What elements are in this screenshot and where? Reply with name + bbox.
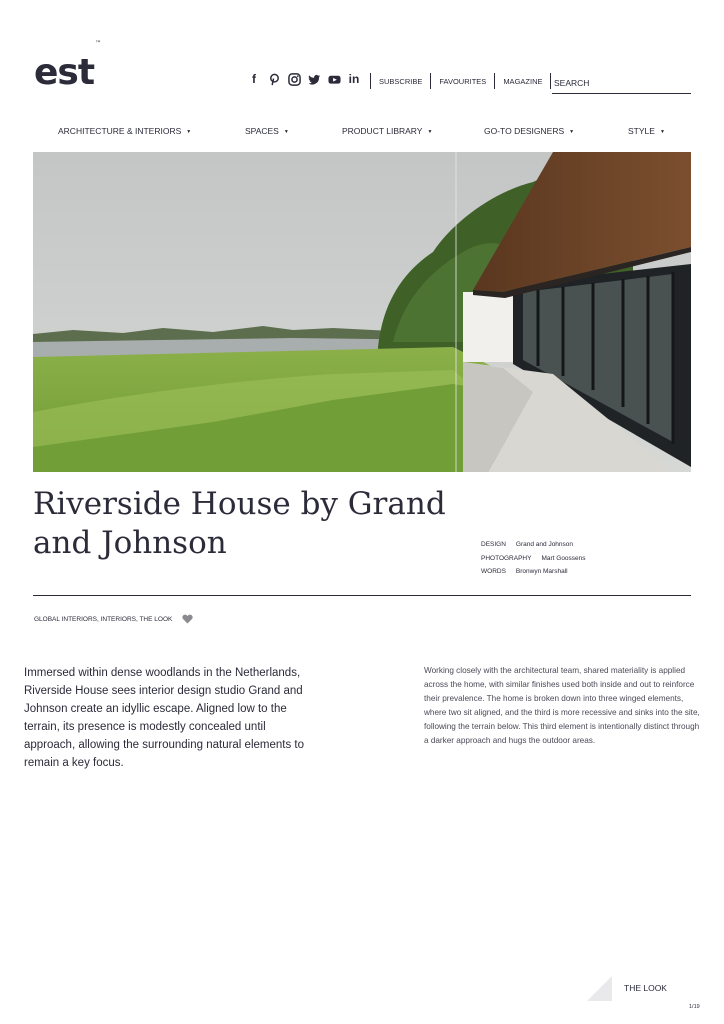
article-body: Working closely with the architectural team, shared materiality is applied across the home, with similar finishes used both inside and out to reinforce their prevalence. The home is broken down into three winged elements, where two sit aligned, and the third is more recessive and sinks into the site, following the terrain below. This third element is intentionally distinct through a darker approach and hugs the outdoor areas. bbox=[424, 666, 700, 745]
youtube-icon[interactable] bbox=[327, 72, 341, 86]
page-corner-icon bbox=[587, 976, 612, 1001]
facebook-icon[interactable]: f bbox=[252, 72, 256, 86]
hero-photo bbox=[33, 152, 691, 472]
linkedin-icon[interactable]: in bbox=[348, 72, 360, 86]
instagram-icon[interactable] bbox=[287, 72, 301, 86]
credit-words bbox=[481, 565, 586, 579]
top-links bbox=[362, 73, 559, 89]
caret-down-icon: ▼ bbox=[427, 129, 433, 135]
heart-icon[interactable] bbox=[182, 614, 193, 624]
credit-value[interactable]: Bronwyn Marshall bbox=[515, 568, 568, 575]
nav-label: PRODUCT LIBRARY bbox=[342, 126, 423, 136]
tag-list[interactable]: GLOBAL INTERIORS, INTERIORS, THE LOOK bbox=[34, 615, 173, 623]
article-title: Riverside House by Grand and Johnson bbox=[33, 486, 446, 561]
caret-down-icon: ▼ bbox=[283, 129, 289, 135]
credit-photography bbox=[481, 552, 586, 566]
divider bbox=[494, 73, 495, 89]
pinterest-icon[interactable] bbox=[267, 72, 281, 86]
magazine-link[interactable]: MAGAZINE bbox=[503, 76, 543, 86]
article-intro: Immersed within dense woodlands in the Netherlands, Riverside House sees interior design studio Grand and Johnson create an idyllic escape. Aligned low to the terrain, its presence is modestly concealed until approach, allowing the surrounding natural elements to remain a key focus. bbox=[24, 667, 305, 769]
nav-architecture-interiors[interactable] bbox=[58, 126, 191, 136]
nav-go-to-designers[interactable] bbox=[484, 126, 574, 136]
social-links bbox=[247, 72, 361, 86]
divider bbox=[33, 595, 691, 596]
nav-spaces[interactable] bbox=[245, 126, 289, 136]
est-logo[interactable] bbox=[34, 40, 102, 93]
trademark-mark: ™ bbox=[95, 40, 102, 47]
article-credits bbox=[481, 538, 586, 579]
credit-value[interactable]: Mart Goossens bbox=[541, 554, 586, 562]
search-input[interactable] bbox=[552, 78, 684, 88]
favourites-link[interactable]: FAVOURITES bbox=[439, 76, 487, 86]
nav-label: STYLE bbox=[628, 126, 655, 136]
nav-style[interactable] bbox=[628, 126, 665, 136]
nav-label: GO-TO DESIGNERS bbox=[484, 126, 565, 136]
search-box bbox=[552, 73, 691, 94]
credit-design bbox=[481, 538, 586, 552]
credit-label: WORDS bbox=[481, 568, 506, 575]
nav-product-library[interactable] bbox=[342, 126, 432, 136]
nav-label: SPACES bbox=[245, 126, 279, 136]
twitter-icon[interactable] bbox=[307, 72, 321, 86]
caret-down-icon: ▼ bbox=[659, 129, 665, 135]
nav-label: ARCHITECTURE & INTERIORS bbox=[58, 126, 182, 136]
section-label[interactable]: THE LOOK bbox=[624, 983, 667, 993]
subscribe-link[interactable]: SUBSCRIBE bbox=[379, 76, 423, 86]
logo-text: est bbox=[34, 52, 95, 93]
caret-down-icon: ▼ bbox=[569, 129, 575, 135]
divider bbox=[430, 73, 431, 89]
caret-down-icon: ▼ bbox=[186, 129, 192, 135]
divider bbox=[370, 73, 371, 89]
article-tags bbox=[34, 614, 193, 624]
credit-label: PHOTOGRAPHY bbox=[481, 554, 532, 562]
credit-value[interactable]: Grand and Johnson bbox=[515, 541, 574, 548]
riverside-house-image bbox=[33, 152, 691, 472]
page-number: 1/19 bbox=[689, 1004, 700, 1010]
credit-label: DESIGN bbox=[481, 541, 506, 548]
